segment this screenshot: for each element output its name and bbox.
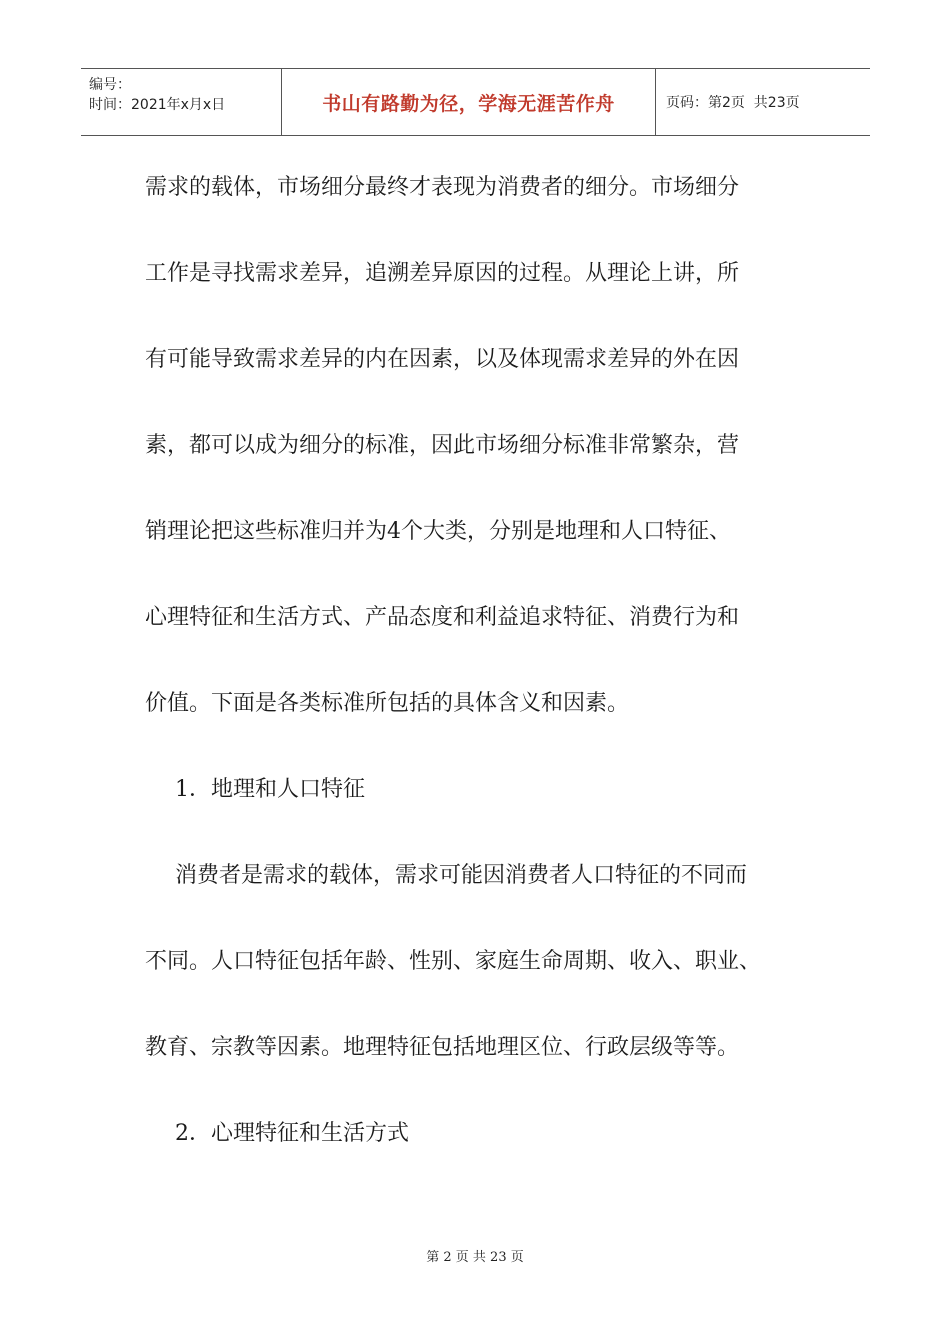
page-info-text: 页码：第2页 共23页 [666, 95, 800, 111]
header-motto-cell [281, 69, 656, 135]
page-footer: 第 2 页 共 23 页 [426, 1250, 524, 1265]
body-line: 教育、宗教等因素。地理特征包括地理区位、行政层级等等。 [145, 1035, 740, 1060]
section-heading-2: 2．心理特征和生活方式 [175, 1121, 409, 1146]
document-header [81, 68, 870, 136]
body-line: 消费者是需求的载体，需求可能因消费者人口特征的不同而 [175, 863, 748, 888]
header-meta-cell [81, 69, 281, 135]
body-line: 有可能导致需求差异的内在因素，以及体现需求差异的外在因 [145, 347, 740, 372]
motto-text: 书山有路勤为径，学海无涯苦作舟 [322, 92, 615, 115]
body-line: 需求的载体，市场细分最终才表现为消费者的细分。市场细分 [145, 175, 740, 200]
date-label: 时间：2021年x月x日 [89, 97, 226, 113]
body-line: 不同。人口特征包括年龄、性别、家庭生命周期、收入、职业、 [145, 949, 762, 974]
body-line: 心理特征和生活方式、产品态度和利益追求特征、消费行为和 [145, 605, 740, 630]
header-page-cell [656, 69, 870, 135]
body-line: 价值。下面是各类标准所包括的具体含义和因素。 [145, 691, 630, 716]
body-line: 工作是寻找需求差异，追溯差异原因的过程。从理论上讲，所 [145, 261, 740, 286]
document-body [145, 145, 825, 1177]
section-heading-1: 1．地理和人口特征 [175, 777, 365, 802]
body-line: 销理论把这些标准归并为4个大类，分别是地理和人口特征、 [145, 519, 731, 544]
body-line: 素，都可以成为细分的标准，因此市场细分标准非常繁杂，营 [145, 433, 740, 458]
serial-number-label: 编号： [89, 77, 131, 93]
